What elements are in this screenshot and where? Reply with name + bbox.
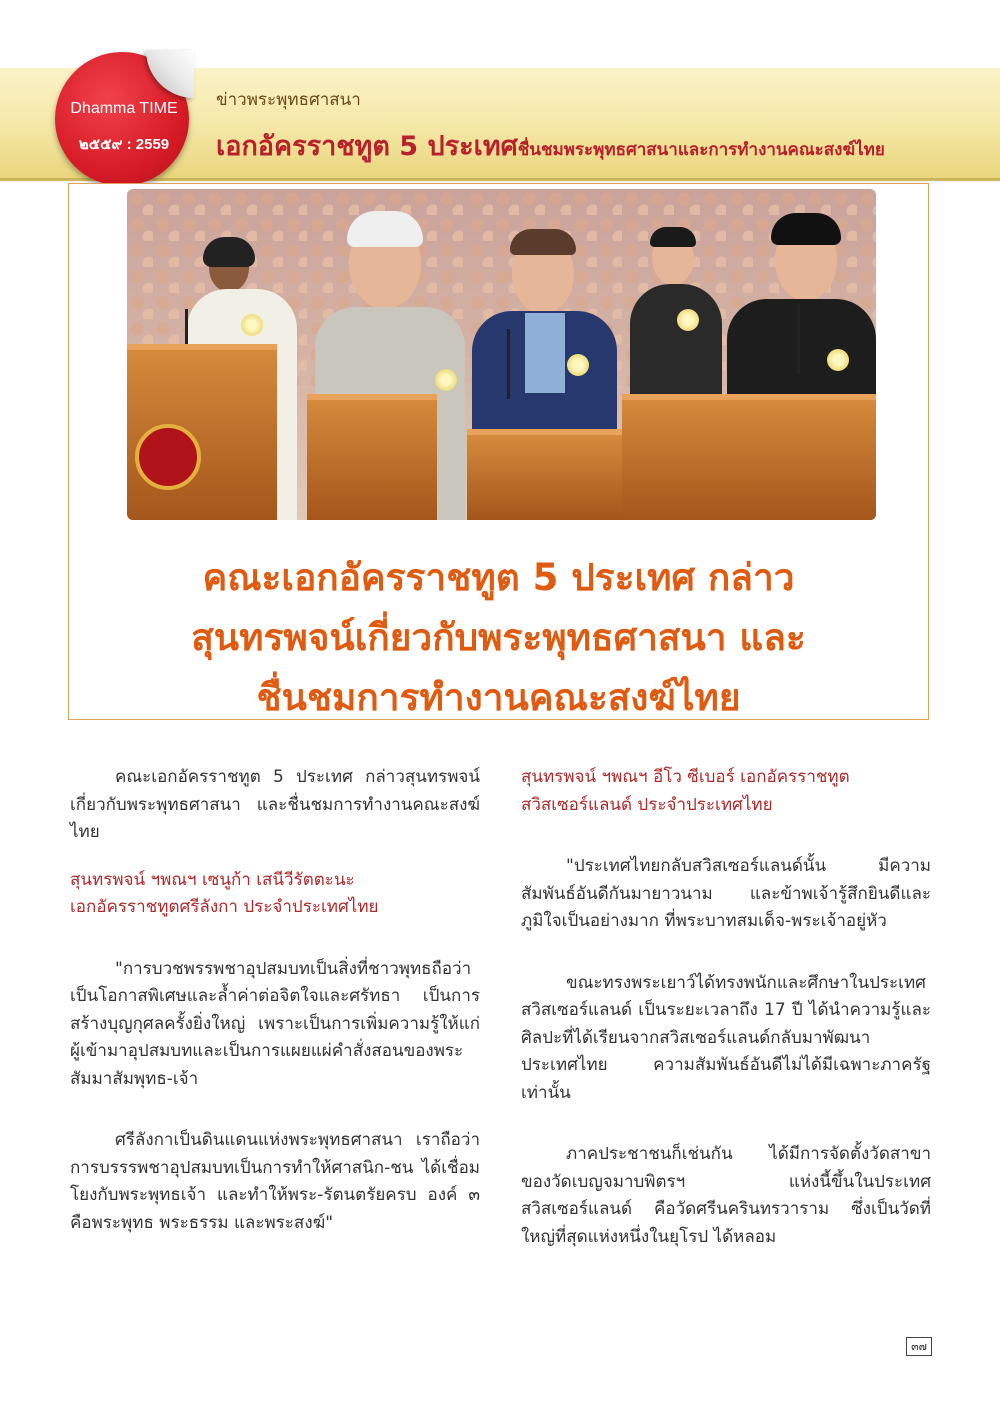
feature-caption-line-3: ชื่นชมการทำงานคณะสงฆ์ไทย xyxy=(256,676,741,719)
srilanka-quote-1: "การบวชพรรพชาอุปสมบทเป็นสิ่งที่ชาวพุทธถือว่า เป็นโอกาสพิเศษและล้ำค่าต่อจิตใจและศรัทธา เป็นการสร้างบุญกุศลครั้งยิ่งใหญ่ เพราะเป็นการเพิ่มความรู้ให้แก่ผู้เข้ามาอุปสมบทและเป็นการแผยแผ่คำสั่งสอนของพระสัมมาสัมพุทธ-เจ้า xyxy=(70,958,480,1089)
headline-main: เอกอัครราชทูต 5 ประเทศ xyxy=(216,131,518,162)
srilanka-quote-2: ศรีลังกาเป็นดินแดนแห่งพระพุทธศาสนา เราถือว่าการบรรรพชาอุปสมบทเป็นการทำให้ศาสนิก-ชน ได้เชื่อมโยงกับพระพุทธเจ้า และทำให้พระ-รัตนตรัยครบ องค์ ๓ คือพระพุทธ พระธรรม และพระสงฆ์" xyxy=(70,1130,480,1233)
photo-speaker-4 xyxy=(622,189,727,520)
switzerland-quote-3: ภาคประชาชนก็เช่นกัน ได้มีการจัดตั้งวัดสาขาของวัดเบญจมาบพิตรฯ แห่งนี้ขึ้นในประเทศสวิสเซอร์แลนด์ คือวัดศรีนครินทรวาราม ซึ่งเป็นวัดที่ใหญ่ที่สุดแห่งหนึ่งในยุโรป ได้หลอม xyxy=(521,1144,931,1247)
logo-title: Dhamma TIME xyxy=(70,100,178,117)
photo-speaker-3 xyxy=(467,189,622,520)
intro-paragraph: คณะเอกอัครราชทูต 5 ประเทศ กล่าวสุนทรพจน์เกี่ยวกับพระพุทธศาสนา และชื่นชมการทำงานคณะสงฆ์ไทย xyxy=(70,767,480,842)
photo-collage xyxy=(127,189,876,520)
switzerland-quote-1: "ประเทศไทยกลับสวิสเซอร์แลนด์นั้น มีความสัมพันธ์อันดีกันมายาวนาม และข้าพเจ้ารู้สึกยินดีและภูมิใจเป็นอย่างมาก ที่พระบาทสมเด็จ-พระเจ้าอยู่หัว xyxy=(521,856,931,931)
feature-caption-line-2: สุนทรพจน์เกี่ยวกับพระพุทธศาสนา และ xyxy=(191,616,806,659)
speaker-heading-switzerland: สุนทรพจน์ ฯพณฯ อีโว ซีเบอร์ เอกอัครราชทูต สวิสเซอร์แลนด์ ประจำประเทศไทย xyxy=(521,767,850,815)
switzerland-quote-2: ขณะทรงพระเยาว์ได้ทรงพนักและศึกษาในประเทศสวิสเซอร์แลนด์ เป็นระยะเวลาถึง 17 ปี ได้นำความรู้และศิลปะที่ได้เรียนจากสวิสเซอร์แลนด์กลับมาพัฒนาประเทศไทย ความสัมพันธ์อันดีไม่ได้มีเฉพาะภาครัฐเท่านั้น xyxy=(521,972,931,1103)
logo-number: ๒๕๕๙ : 2559 xyxy=(78,136,170,153)
page-number: ๓๗ xyxy=(906,1337,932,1356)
headline xyxy=(216,124,885,167)
photo-speaker-2 xyxy=(307,189,467,520)
right-column xyxy=(521,764,931,1251)
photo-speaker-5 xyxy=(727,189,876,520)
feature-caption xyxy=(68,548,929,728)
headline-sub: ชื่นชมพระพุทธศาสนาและการทำงานคณะสงฆ์ไทย xyxy=(517,140,885,160)
speaker-heading-srilanka: สุนทรพจน์ ฯพณฯ เซนูก้า เสนีวีรัตตะนะ เอกอัครราชทูตศรีลังกา ประจำประเทศไทย xyxy=(70,869,379,917)
left-column xyxy=(70,764,480,1237)
section-kicker: ข่าวพระพุทธศาสนา xyxy=(216,90,361,110)
photo-speaker-1 xyxy=(127,189,307,520)
feature-caption-line-1: คณะเอกอัครราชทูต 5 ประเทศ กล่าว xyxy=(202,556,795,599)
